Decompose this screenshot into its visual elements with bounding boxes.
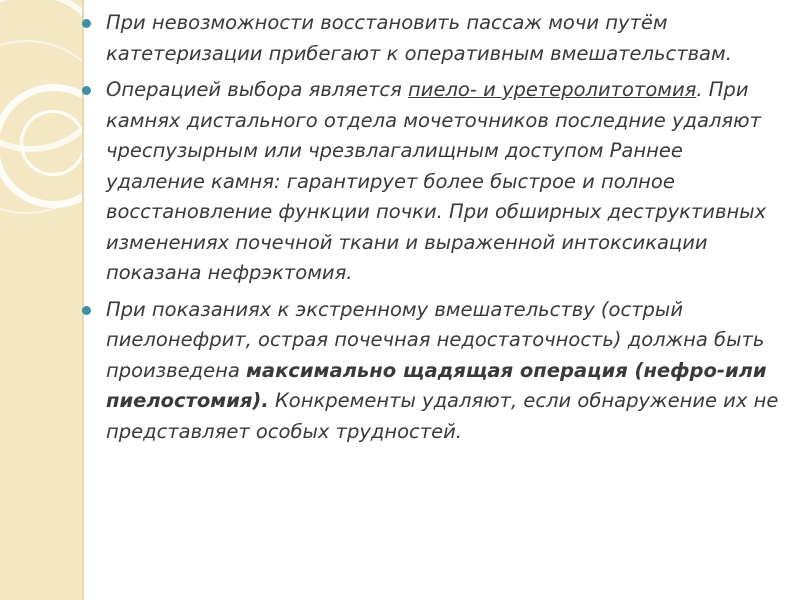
- bullet-item: [82, 8, 782, 69]
- bullet-text-rest: . При камнях дистального отдела мочеточников последние удаляют чреспузырным или чрезвлагалищным доступом Раннее удаление камня: гарантирует более быстрое и полное восстановление функции почки. При обширных деструктивных изменениях почечной ткани и выраженной интоксикации показана нефрэктомия.: [106, 78, 767, 284]
- bullet-dot-icon: [82, 19, 91, 28]
- bullet-item: [82, 295, 782, 448]
- underlined-term: пиело- и уретеролитотомия: [408, 78, 697, 101]
- bullet-dot-icon: [82, 86, 91, 95]
- bullet-text-start: Операцией выбора является: [106, 78, 409, 101]
- bullet-text: При невозможности восстановить пассаж мочи путём катетеризации прибегают к оперативным вмешательствам.: [106, 11, 732, 65]
- bullet-item: [82, 75, 782, 289]
- bullet-list: [82, 8, 782, 453]
- decorative-ring: [20, 110, 84, 176]
- bullet-text-rest: Конкременты удаляют, если обнаружение их не представляет особых трудностей.: [106, 389, 779, 443]
- bullet-text-start: При показаниях к экстренному вмешательству (острый пиелонефрит, острая почечная недостаточность) должна быть произведена: [106, 297, 765, 382]
- bold-term: максимально щадящая операция (нефро-или пиелостомия).: [106, 358, 767, 412]
- decorative-side-panel: [0, 0, 84, 600]
- slide-content: [82, 0, 782, 600]
- bullet-dot-icon: [82, 306, 91, 315]
